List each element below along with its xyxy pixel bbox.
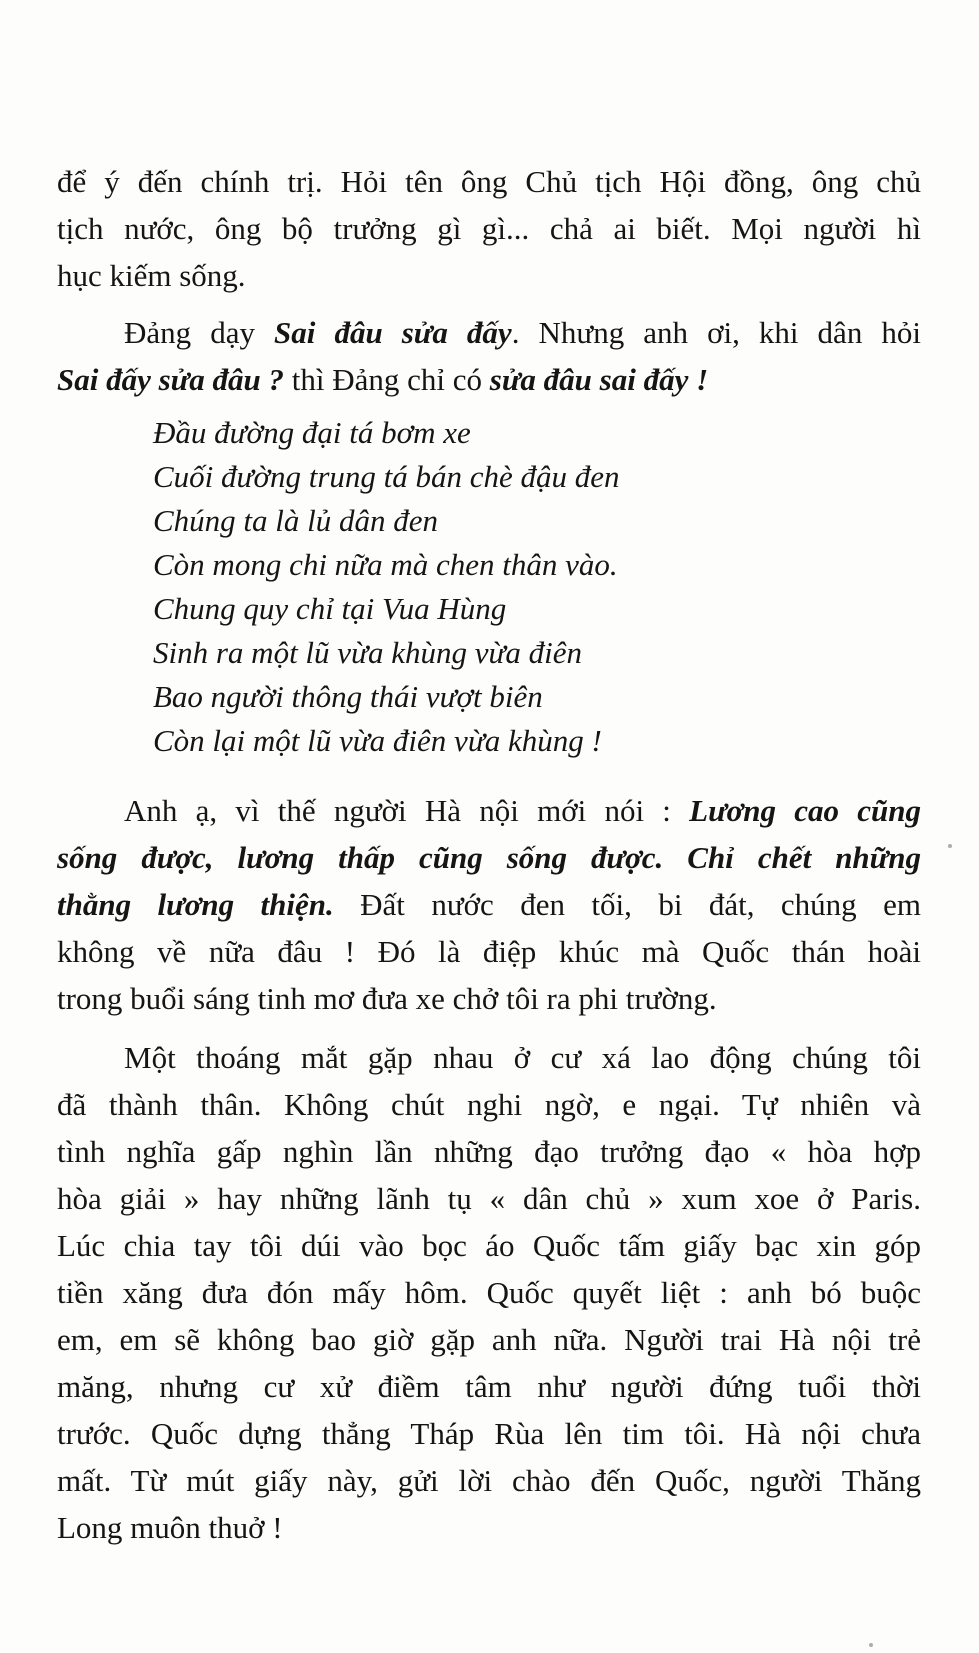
text-segment: mất. Từ mút giấy này, gửi lời chào đến Quốc, người Thăng: [57, 1463, 921, 1498]
text-line: [57, 1175, 921, 1222]
paragraph-opening: [57, 158, 921, 299]
emphasis-segment: sửa đâu sai đấy !: [489, 362, 709, 397]
text-segment: để ý đến chính trị. Hỏi tên ông Chủ tịch Hội đồng, ông chủ: [57, 164, 921, 199]
text-line: [57, 356, 921, 403]
text-line: [57, 1034, 921, 1081]
text-segment: Chúng ta là lủ dân đen: [153, 503, 439, 538]
poem-line: [153, 543, 921, 587]
text-line: [57, 928, 921, 975]
text-segment: Đảng dạy: [124, 315, 275, 350]
text-line: [57, 1504, 921, 1551]
emphasis-segment: thằng lương thiện.: [57, 887, 334, 922]
poem-line: [153, 587, 921, 631]
text-line: [57, 787, 921, 834]
emphasis-segment: Sai đấy sửa đâu ?: [57, 362, 292, 397]
text-segment: tình nghĩa gấp nghìn lần những đạo trưởng đạo « hòa hợp: [57, 1134, 921, 1169]
poem-line: [153, 719, 921, 763]
text-segment: Cuối đường trung tá bán chè đậu đen: [153, 459, 620, 494]
text-segment: thì Đảng chỉ có: [291, 362, 490, 397]
text-segment: không về nữa đâu ! Đó là điệp khúc mà Quốc thán hoài: [57, 934, 921, 969]
text-line: [57, 1363, 921, 1410]
text-line: [57, 205, 921, 252]
text-segment: Còn lại một lũ vừa điên vừa khùng !: [153, 723, 602, 758]
text-segment: tiền xăng đưa đón mấy hôm. Quốc quyết liệt : anh bó buộc: [57, 1275, 921, 1310]
text-segment: Sinh ra một lũ vừa khùng vừa điên: [153, 635, 583, 670]
text-line: [57, 834, 921, 881]
text-line: [57, 158, 921, 205]
poem-line: [153, 675, 921, 719]
text-segment: Chung quy chỉ tại Vua Hùng: [153, 591, 507, 626]
scan-artifact: [948, 844, 952, 848]
text-line: [57, 881, 921, 928]
paragraph-farewell: [57, 1034, 921, 1551]
text-line: [57, 1222, 921, 1269]
poem-line: [153, 411, 921, 455]
text-segment: hục kiếm sống.: [57, 258, 246, 293]
text-segment: . Nhưng anh ơi, khi dân hỏi: [511, 315, 921, 350]
text-segment: tịch nước, ông bộ trưởng gì gì... chả ai biết. Mọi người hì: [57, 211, 921, 246]
poem-block: [153, 411, 921, 763]
text-line: [57, 1128, 921, 1175]
text-segment: Bao người thông thái vượt biên: [153, 679, 543, 714]
poem-line: [153, 499, 921, 543]
text-segment: đã thành thân. Không chút nghi ngờ, e ngại. Tự nhiên và: [57, 1087, 921, 1122]
text-segment: em, em sẽ không bao giờ gặp anh nữa. Người trai Hà nội trẻ: [57, 1322, 921, 1357]
emphasis-segment: sống được, lương thấp cũng sống được. Chỉ chết những: [57, 840, 921, 875]
text-line: [57, 309, 921, 356]
emphasis-segment: Lương cao cũng: [689, 793, 921, 828]
text-line: [57, 975, 921, 1022]
text-line: [57, 1269, 921, 1316]
text-line: [57, 1410, 921, 1457]
paragraph-slogan: [57, 309, 921, 403]
text-segment: hòa giải » hay những lãnh tụ « dân chủ » xum xoe ở Paris.: [57, 1181, 921, 1216]
text-segment: Còn mong chi nữa mà chen thân vào.: [153, 547, 618, 582]
text-segment: Lúc chia tay tôi dúi vào bọc áo Quốc tấm giấy bạc xin góp: [57, 1228, 921, 1263]
text-line: [57, 252, 921, 299]
poem-line: [153, 631, 921, 675]
scan-artifact: [869, 1643, 873, 1647]
text-segment: Long muôn thuở !: [57, 1510, 283, 1545]
text-segment: Đầu đường đại tá bơm xe: [153, 415, 471, 450]
text-segment: Một thoáng mắt gặp nhau ở cư xá lao động chúng tôi: [124, 1040, 921, 1075]
poem-line: [153, 455, 921, 499]
text-line: [57, 1081, 921, 1128]
text-segment: Anh ạ, vì thế người Hà nội mới nói :: [124, 793, 690, 828]
text-line: [57, 1457, 921, 1504]
text-segment: Đất nước đen tối, bi đát, chúng em: [333, 887, 921, 922]
text-line: [57, 1316, 921, 1363]
text-segment: trong buổi sáng tinh mơ đưa xe chở tôi ra phi trường.: [57, 981, 717, 1016]
text-segment: măng, nhưng cư xử điềm tâm như người đứng tuổi thời: [57, 1369, 921, 1404]
emphasis-segment: Sai đâu sửa đấy: [274, 315, 512, 350]
text-segment: trước. Quốc dựng thẳng Tháp Rùa lên tim tôi. Hà nội chưa: [57, 1416, 921, 1451]
paragraph-hanoi-saying: [57, 787, 921, 1022]
